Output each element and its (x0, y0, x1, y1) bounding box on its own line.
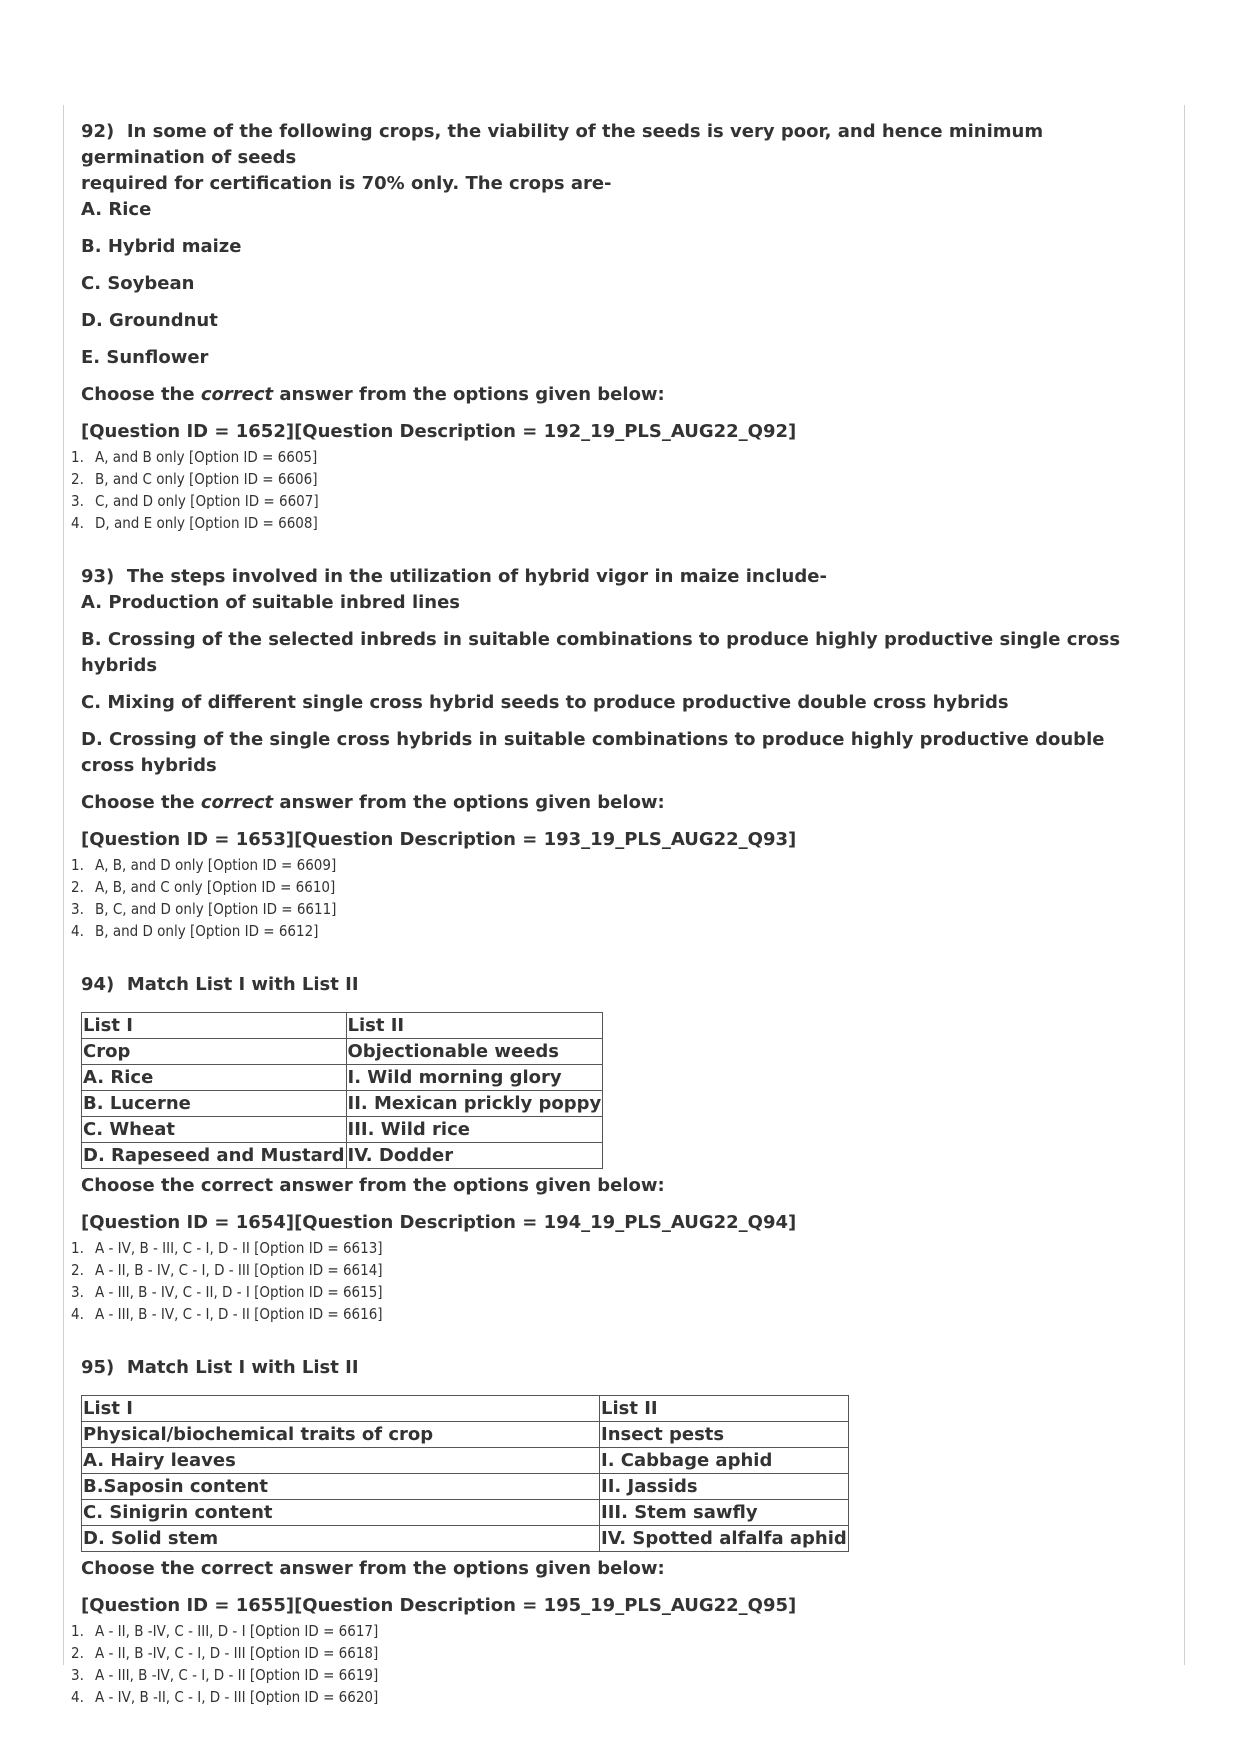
answer-option: 2. A - II, B - IV, C - I, D - III [Option ID = 6614] (71, 1261, 383, 1279)
answer-options (71, 446, 1161, 534)
table-row (82, 1143, 603, 1169)
table-cell: IV. Spotted alfalfa aphid (600, 1526, 849, 1552)
statement-item: A. Production of suitable inbred lines (81, 592, 461, 613)
statement-item: D. Crossing of the single cross hybrids in suitable combinations to produce highly productive double cross hybrids (81, 729, 1105, 776)
choose-instruction: Choose the correct answer from the options given below: (81, 1175, 665, 1196)
statement-item: E. Sunflower (81, 347, 209, 368)
question-id: [Question ID = 1654][Question Description = 194_19_PLS_AUG22_Q94] (81, 1212, 797, 1233)
statement-item: B. Hybrid maize (81, 236, 242, 257)
table-cell: Physical/biochemical traits of crop (82, 1422, 600, 1448)
table-cell: III. Wild rice (346, 1117, 603, 1143)
answer-option: 1. A, B, and D only [Option ID = 6609] (71, 856, 337, 874)
table-cell: II. Jassids (600, 1474, 849, 1500)
table-cell: Insect pests (600, 1422, 849, 1448)
table-cell: C. Sinigrin content (82, 1500, 600, 1526)
question-id: [Question ID = 1653][Question Description = 193_19_PLS_AUG22_Q93] (81, 829, 797, 850)
question-text: 93) The steps involved in the utilization of hybrid vigor in maize include- (81, 566, 827, 587)
answer-option: 2. A - II, B -IV, C - I, D - III [Option ID = 6618] (71, 1644, 379, 1662)
question-94 (71, 972, 1161, 1325)
answer-options (71, 854, 1161, 942)
question-92 (71, 119, 1161, 534)
table-row (82, 1474, 849, 1500)
question-number: 94) (81, 974, 115, 995)
table-cell: A. Rice (82, 1065, 347, 1091)
table-cell: Crop (82, 1039, 347, 1065)
question-95 (71, 1355, 1161, 1708)
table-cell: List I (82, 1396, 600, 1422)
choose-instruction: Choose the correct answer from the options given below: (81, 792, 665, 813)
table-row (82, 1039, 603, 1065)
right-border-line (1184, 105, 1185, 1665)
question-number: 93) (81, 566, 115, 587)
statement-item: C. Soybean (81, 273, 195, 294)
answer-option: 1. A - IV, B - III, C - I, D - II [Option ID = 6613] (71, 1239, 383, 1257)
table-cell: B. Lucerne (82, 1091, 347, 1117)
table-cell: Objectionable weeds (346, 1039, 603, 1065)
table-row (82, 1013, 603, 1039)
answer-option: 3. C, and D only [Option ID = 6607] (71, 492, 319, 510)
question-number: 95) (81, 1357, 115, 1378)
table-cell: List II (346, 1013, 603, 1039)
answer-option: 2. B, and C only [Option ID = 6606] (71, 470, 318, 488)
table-cell: List I (82, 1013, 347, 1039)
question-paper (71, 119, 1161, 1738)
table-row (82, 1526, 849, 1552)
answer-option: 4. A - III, B - IV, C - I, D - II [Option ID = 6616] (71, 1305, 383, 1323)
answer-option: 3. A - III, B -IV, C - I, D - II [Option ID = 6619] (71, 1666, 379, 1684)
table-cell: II. Mexican prickly poppy (346, 1091, 603, 1117)
answer-option: 3. B, C, and D only [Option ID = 6611] (71, 900, 337, 918)
answer-option: 2. A, B, and C only [Option ID = 6610] (71, 878, 336, 896)
table-cell: C. Wheat (82, 1117, 347, 1143)
table-row (82, 1396, 849, 1422)
table-cell: III. Stem sawfly (600, 1500, 849, 1526)
answer-option: 4. B, and D only [Option ID = 6612] (71, 922, 319, 940)
match-table (81, 1395, 849, 1552)
table-row (82, 1117, 603, 1143)
table-row (82, 1422, 849, 1448)
answer-option: 4. A - IV, B -II, C - I, D - III [Option ID = 6620] (71, 1688, 379, 1706)
question-id: [Question ID = 1655][Question Description = 195_19_PLS_AUG22_Q95] (81, 1595, 797, 1616)
table-cell: IV. Dodder (346, 1143, 603, 1169)
question-text: 92) In some of the following crops, the viability of the seeds is very poor, and hence minimum germination of seeds required for certification is 70% only. The crops are- (81, 121, 1044, 194)
answer-option: 3. A - III, B - IV, C - II, D - I [Option ID = 6615] (71, 1283, 383, 1301)
answer-option: 4. D, and E only [Option ID = 6608] (71, 514, 318, 532)
question-text: 95) Match List I with List II (81, 1357, 359, 1378)
table-cell: D. Solid stem (82, 1526, 600, 1552)
table-row (82, 1500, 849, 1526)
table-row (82, 1065, 603, 1091)
choose-instruction: Choose the correct answer from the options given below: (81, 1558, 665, 1579)
question-number: 92) (81, 121, 115, 142)
table-row (82, 1091, 603, 1117)
table-cell: B.Saposin content (82, 1474, 600, 1500)
question-id: [Question ID = 1652][Question Description = 192_19_PLS_AUG22_Q92] (81, 421, 797, 442)
table-row (82, 1448, 849, 1474)
answer-options (71, 1237, 1161, 1325)
answer-option: 1. A - II, B -IV, C - III, D - I [Option ID = 6617] (71, 1622, 379, 1640)
question-text: 94) Match List I with List II (81, 974, 359, 995)
table-cell: D. Rapeseed and Mustard (82, 1143, 347, 1169)
table-cell: List II (600, 1396, 849, 1422)
question-93 (71, 564, 1161, 942)
statement-item: D. Groundnut (81, 310, 218, 331)
choose-instruction: Choose the correct answer from the options given below: (81, 384, 665, 405)
statement-item: A. Rice (81, 199, 152, 220)
table-cell: A. Hairy leaves (82, 1448, 600, 1474)
table-cell: I. Wild morning glory (346, 1065, 603, 1091)
match-table (81, 1012, 603, 1169)
statement-item: B. Crossing of the selected inbreds in suitable combinations to produce highly productive single cross hybrids (81, 629, 1121, 676)
answer-options (71, 1620, 1161, 1708)
statement-item: C. Mixing of different single cross hybrid seeds to produce productive double cross hybrids (81, 692, 1009, 713)
table-cell: I. Cabbage aphid (600, 1448, 849, 1474)
left-border-line (63, 105, 64, 1665)
answer-option: 1. A, and B only [Option ID = 6605] (71, 448, 318, 466)
